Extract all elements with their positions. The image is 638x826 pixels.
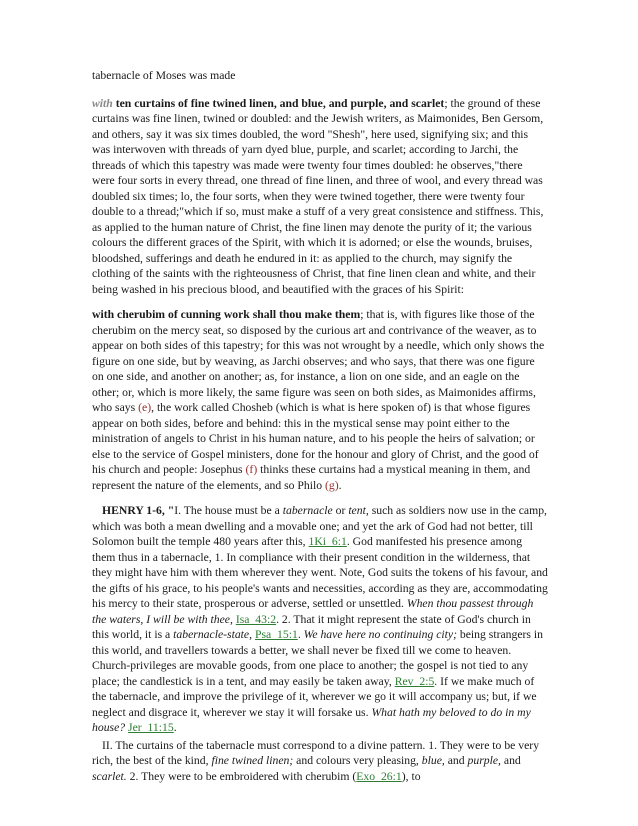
scripture-link-rev-2-5[interactable]: Rev_2:5 xyxy=(394,674,435,688)
scripture-link-1ki-6-1[interactable]: 1Ki_6:1 xyxy=(308,535,347,548)
commentary-text: ), to xyxy=(401,769,421,783)
commentary-text: . xyxy=(173,721,177,734)
emphasis-text: tabernacle xyxy=(282,504,333,517)
footnote-link-e[interactable]: (e) xyxy=(138,401,152,414)
commentary-text: I. The house must be a xyxy=(174,504,283,517)
emphasis-text: tent, xyxy=(348,504,369,517)
commentary-text: and xyxy=(500,754,521,767)
verse-phrase: ten curtains of fine twined linen, and blue, and purple, and scarlet xyxy=(112,96,445,110)
henry-lead: HENRY 1-6, " xyxy=(102,504,175,517)
lead-word: with xyxy=(92,96,113,110)
commentary-text: such as soldiers now use in the camp, which was both a mean dwelling and a movable one; and yet the ark of God had not better, till Solomon built the temple 480 years after this, xyxy=(92,504,547,548)
commentary-text: ; the ground of these curtains was fine linen, twined or doubled: and the Jewish writers, as Maimonides, Ben Gersom, and others, say it was six times doubled, the word "Shesh", here used, signifying six; and this was interwoven with threads of yarn dyed blue, purple, and scarlet; according to Jarchi, the threads of which this tapestry was made were twenty four times doubled: he observes,"there were four sorts in every thread, one thread of fine linen, and three of wool, and every thread was doubled six times; lo, the four sorts, when they were twined together, there were twenty four double to a thread;"which if so, must make a stuff of a very great consistence and stiffness. This, as applied to the human nature of Christ, the fine linen may denote the purity of it; the various colours the different graces of the Spirit, with which it is adorned; or else the wounds, bruises, bloodshed, sufferings and death he endured in it: as applied to the church, may signify the clothing of the saints with the righteousness of Christ, that fine linen clean and white, and their being washed in his precious blood, and beautified with the graces of his Spirit: xyxy=(92,96,544,296)
commentary-text: , the work called Chosheb (which is what is here spoken of) is that whose figures appear on both sides, before and behind: this in the mystical sense may point either to the ministration of angels to Christ in his human nature, and to his people the heirs of salvation; or else to the service of Gospel ministers, done for the honour and glory of Christ, and the good of his church and people: Josephus xyxy=(92,401,539,476)
commentary-text: ; that is, with figures like those of the cherubim on the mercy seat, so disposed by the curious art and contrivance of the weaver, as to appear on both sides of this tapestry; for this was not wrought by a needle, which only shows the figure on one side, but by weaving, as Jarchi observes; and who says, that there was one figure on one side, and another on another; as, for instance, a lion on one side, and an eagle on the other; or, which is more likely, the same figure was seen on both sides, as Maimonides affirms, who says xyxy=(92,308,545,414)
scripture-link-jer-11-15[interactable]: Jer_11:15 xyxy=(128,721,174,734)
commentary-text: . xyxy=(297,628,304,641)
page-heading: tabernacle of Moses was made xyxy=(92,69,236,82)
commentary-text: and colours very pleasing, xyxy=(293,754,422,767)
paragraph-cherubim xyxy=(92,307,548,493)
paragraph-curtains-pattern xyxy=(92,738,548,785)
commentary-text: . xyxy=(338,478,342,492)
emphasis-text: tabernacle-state, xyxy=(173,628,253,641)
footnote-link-g[interactable]: (g) xyxy=(325,478,339,492)
emphasis-text: scarlet. xyxy=(92,769,127,783)
emphasis-text: blue, xyxy=(421,754,445,767)
footnote-link-f[interactable]: (f) xyxy=(245,463,258,476)
verse-phrase: with cherubim of cunning work shall thou make them xyxy=(92,308,361,321)
document-page xyxy=(92,68,548,794)
emphasis-text: When thou passest through the waters, I will be with thee, xyxy=(92,597,534,626)
commentary-text: . If we make much of the tabernacle, and improve the privilege of it, wherever we go it will accompany us; but, if we neglect and disgrace it, wherever we stay it will forsake us. xyxy=(92,674,537,719)
paragraph-henry xyxy=(92,503,548,736)
commentary-text: II. The curtains of the tabernacle must correspond to a divine pattern. 1. They were to be very rich, the best of the kind, xyxy=(92,738,540,767)
commentary-text: being strangers in this world, and travellers towards a better, we shall never be fixed till we come to heaven. Church-privileges are movable goods, from one place to another; the gospel is not tied to any place; the candlestick is in a tent, and may easily be taken away, xyxy=(92,628,543,688)
emphasis-text: purple, xyxy=(467,754,501,767)
emphasis-text: What hath my beloved to do in my house? xyxy=(92,705,531,734)
commentary-text: or xyxy=(332,504,349,517)
emphasis-text: We have here no continuing city; xyxy=(303,628,457,641)
paragraph-curtains xyxy=(92,96,548,298)
commentary-text: thinks these curtains had a mystical meaning in them, and represent the nature of the elements, and so Philo xyxy=(92,463,531,492)
scripture-link-isa-43-2[interactable]: Isa_43:2 xyxy=(235,612,277,626)
scripture-link-psa-15-1[interactable]: Psa_15:1 xyxy=(254,628,298,641)
scripture-link-exo-26-1[interactable]: Exo_26:1 xyxy=(356,769,402,783)
commentary-text: . God manifested his presence among them thus in a tabernacle, 1. In compliance with their present condition in the wilderness, that they might have him with them wherever they went. Note, God suits the tokens of his favour, and the gifts of his grace, to his people's wants and necessities, according as they are, accommodating his mercy to their state, prosperous or adverse, settled or unsettled. xyxy=(92,535,548,610)
commentary-text: 2. They were to be embroidered with cherubim ( xyxy=(126,769,357,783)
commentary-text: and xyxy=(444,754,468,767)
emphasis-text: fine twined linen; xyxy=(211,754,294,767)
commentary-text: . 2. That it might represent the state of God's church in this world, it is a xyxy=(92,612,531,641)
